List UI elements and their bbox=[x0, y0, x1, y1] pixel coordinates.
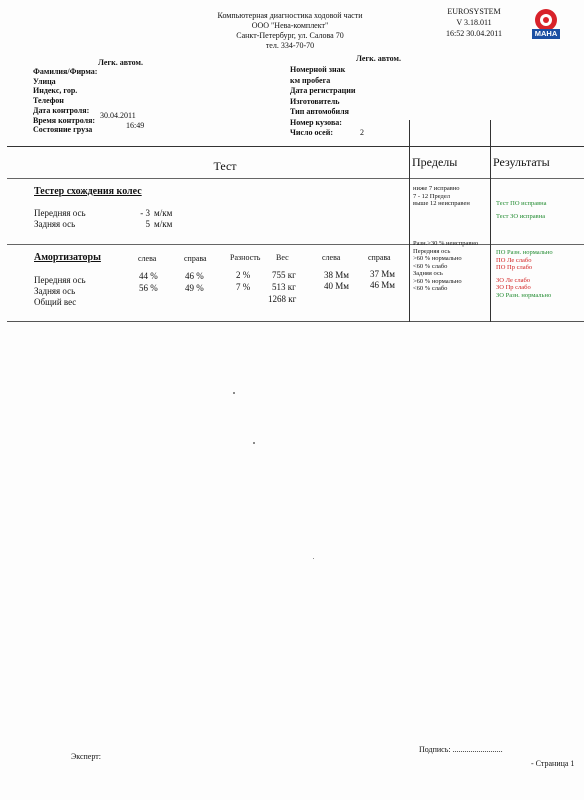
rear-left-mm: 40 Мм bbox=[324, 281, 349, 291]
print-datetime: 16:52 30.04.2011 bbox=[446, 29, 502, 38]
page-number: - Страница 1 bbox=[531, 759, 575, 768]
section-rule bbox=[7, 244, 584, 245]
header-line: ООО "Нева-комплект" bbox=[251, 21, 329, 30]
system-info bbox=[432, 6, 516, 39]
vehicle-type-left: Легк. автом. bbox=[98, 58, 143, 67]
results-divider bbox=[490, 120, 491, 322]
hdr-right: справа bbox=[184, 254, 207, 263]
scan-speck bbox=[233, 392, 235, 394]
shocks-title: Амортизаторы bbox=[34, 252, 101, 263]
vehicle-label: км пробега bbox=[290, 75, 331, 85]
vehicle-type-right: Легк. автом. bbox=[356, 54, 401, 63]
shock-result: ПО Ле слабо bbox=[496, 256, 532, 264]
vehicle-label: Изготовитель bbox=[290, 96, 340, 106]
vehicle-label: Номерной знак bbox=[290, 65, 346, 74]
limits-divider bbox=[409, 120, 410, 322]
vehicle-label: Число осей: bbox=[290, 128, 333, 137]
vehicle-labels bbox=[290, 65, 355, 139]
client-label: Телефон bbox=[33, 96, 64, 106]
toe-title: Тестер схождения колес bbox=[34, 186, 142, 197]
vehicle-label: Номер кузова: bbox=[290, 117, 342, 127]
shock-limit-line: <60 % слабо bbox=[413, 285, 448, 292]
shock-result: ЗО Пр слабо bbox=[496, 284, 531, 291]
front-diff: 2 % bbox=[236, 270, 251, 280]
toe-front-value: - 3 bbox=[140, 208, 150, 218]
control-time: 16:49 bbox=[126, 121, 145, 130]
shock-limit-line: <60 % слабо bbox=[413, 262, 448, 270]
total-weight: 1268 кг bbox=[268, 294, 297, 304]
table-bottom-rule bbox=[7, 321, 584, 322]
front-right-mm: 37 Мм bbox=[370, 269, 395, 279]
toe-results bbox=[496, 197, 547, 223]
client-label: Фамилия/Фирма: bbox=[33, 67, 98, 76]
front-weight: 755 кг bbox=[272, 270, 296, 280]
company-header bbox=[190, 11, 390, 51]
header-line: Санкт-Петербург, ул. Салова 70 bbox=[236, 31, 344, 40]
rear-axle-label: Задняя ось bbox=[34, 286, 76, 296]
scan-speck bbox=[253, 442, 255, 444]
front-left: 44 % bbox=[139, 271, 158, 281]
toe-result: Тест ПО исправна bbox=[496, 200, 547, 207]
front-left-mm: 38 Мм bbox=[324, 270, 349, 280]
logo-text: MAHA bbox=[534, 29, 558, 38]
shock-result: ЗО Ле слабо bbox=[496, 276, 531, 284]
shock-result: ПО Разн. нормально bbox=[496, 249, 553, 256]
total-weight-label: Общий вес bbox=[34, 297, 77, 307]
table-top-rule bbox=[7, 146, 584, 147]
toe-limit-line: ниже 7 исправно bbox=[413, 185, 460, 192]
client-labels bbox=[33, 67, 97, 135]
shock-limit-line: Разн.>30 % неисправно bbox=[413, 240, 479, 247]
rear-right-mm: 46 Мм bbox=[370, 280, 395, 290]
rear-diff: 7 % bbox=[236, 282, 251, 292]
system-version: V 3.18.011 bbox=[456, 18, 492, 27]
column-limits: Пределы bbox=[412, 155, 458, 169]
rear-left: 56 % bbox=[139, 283, 158, 293]
shocks-results bbox=[496, 249, 553, 299]
client-label: Индекс, гор. bbox=[33, 86, 78, 96]
header-line: Компьютерная диагностика ходовой части bbox=[217, 11, 363, 20]
expert-label: Эксперт: bbox=[71, 752, 101, 761]
shock-result: ПО Пр слабо bbox=[496, 264, 533, 271]
hdr-left-mm: слева bbox=[322, 253, 341, 262]
rear-weight: 513 кг bbox=[272, 282, 296, 292]
client-label: Время контроля: bbox=[33, 115, 96, 125]
vehicle-label: Тип автомобиля bbox=[290, 107, 349, 116]
client-label: Дата контроля: bbox=[33, 105, 90, 115]
toe-rear-label: Задняя ось bbox=[34, 219, 76, 229]
hdr-left: слева bbox=[138, 254, 157, 263]
signature-line: Подпись: ......................... bbox=[419, 745, 503, 754]
axle-count: 2 bbox=[360, 128, 364, 137]
header-line: тел. 334-70-70 bbox=[265, 41, 315, 50]
shocks-limits bbox=[413, 240, 478, 293]
system-name: EUROSYSTEM bbox=[447, 7, 501, 16]
toe-limit-line: выше 12 неисправен bbox=[413, 200, 470, 207]
shock-limit-line: Задняя ось bbox=[413, 270, 443, 277]
toe-result: Тест ЗО исправна bbox=[496, 213, 546, 220]
toe-limits bbox=[413, 185, 470, 208]
column-results: Результаты bbox=[493, 155, 550, 169]
vehicle-label: Дата регистрации bbox=[290, 86, 356, 95]
front-axle-label: Передняя ось bbox=[34, 275, 86, 285]
maha-logo bbox=[529, 6, 563, 40]
client-label: Состояние груза bbox=[33, 125, 93, 135]
toe-limit-line: 7 - 12 Предел bbox=[413, 192, 450, 200]
toe-rear-value: 5 bbox=[145, 219, 150, 229]
scan-speck bbox=[313, 558, 314, 559]
shock-limit-line: Передняя ось bbox=[413, 247, 451, 255]
shock-result: ЗО Разн. нормально bbox=[496, 291, 552, 299]
toe-rear-unit: м/км bbox=[154, 219, 173, 229]
front-right: 46 % bbox=[185, 271, 204, 281]
hdr-diff: Разность bbox=[230, 253, 261, 262]
hdr-weight: Вес bbox=[276, 253, 289, 262]
hdr-right-mm: справа bbox=[368, 253, 391, 262]
column-test: Тест bbox=[213, 159, 237, 173]
control-date: 30.04.2011 bbox=[100, 111, 136, 120]
header-rule bbox=[7, 178, 584, 179]
shock-limit-line: >60 % нормально bbox=[413, 255, 462, 262]
toe-front-label: Передняя ось bbox=[34, 208, 86, 218]
rear-right: 49 % bbox=[185, 283, 204, 293]
shock-limit-line: >60 % нормально bbox=[413, 277, 462, 285]
client-label: Улица bbox=[33, 76, 56, 86]
toe-front-unit: м/км bbox=[154, 208, 173, 218]
